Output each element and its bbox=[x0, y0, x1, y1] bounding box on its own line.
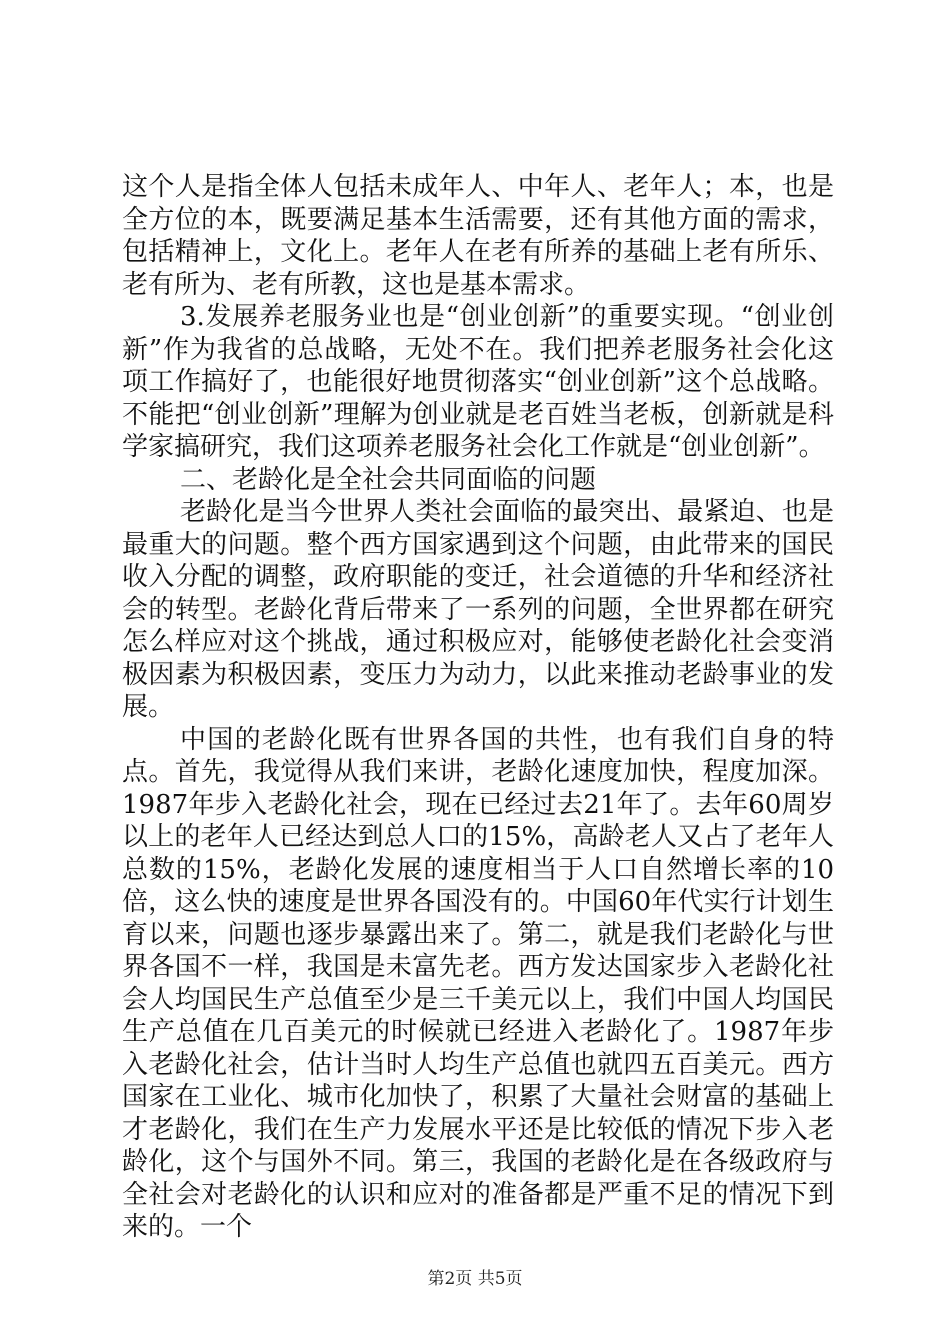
document-body bbox=[122, 171, 834, 1244]
paragraph-4: 老龄化是当今世界人类社会面临的最突出、最紧迫、也是最重大的问题。整个西方国家遇到这个问题，由此带来的国民收入分配的调整，政府职能的变迁，社会道德的升华和经济社会的转型。老龄化背后带来了一系列的问题，全世界都在研究怎么样应对这个挑战，通过积极应对，能够使老龄化社会变消极因素为积极因素，变压力为动力，以此来推动老龄事业的发展。 bbox=[122, 497, 834, 722]
section-heading: 二、老龄化是全社会共同面临的问题 bbox=[180, 464, 597, 495]
paragraph-1: 这个人是指全体人包括未成年人、中年人、老年人；本，也是全方位的本，既要满足基本生活需要，还有其他方面的需求，包括精神上，文化上。老年人在老有所养的基础上老有所乐、老有所为、老有所教，这也是基本需求。 bbox=[122, 172, 834, 300]
paragraph-2: 3.发展养老服务业也是“创业创新”的重要实现。“创业创新”作为我省的总战略，无处不在。我们把养老服务社会化这项工作搞好了，也能很好地贯彻落实“创业创新”这个总战略。不能把“创业创新”理解为创业就是老百姓当老板，创新就是科学家搞研究，我们这项养老服务社会化工作就是“创业创新”。 bbox=[122, 302, 834, 462]
page-number-footer: 第2页 共5页 bbox=[427, 1269, 523, 1289]
paragraph-5: 中国的老龄化既有世界各国的共性，也有我们自身的特点。首先，我觉得从我们来讲，老龄化速度加快，程度加深。1987年步入老龄化社会，现在已经过去21年了。去年60周岁以上的老年人已经达到总人口的15%，高龄老人又占了老年人总数的15%，老龄化发展的速度相当于人口自然增长率的10倍，这么快的速度是世界各国没有的。中国60年代实行计划生育以来，问题也逐步暴露出来了。第二，就是我们老龄化与世界各国不一样，我国是未富先老。西方发达国家步入老龄化社会人均国民生产总值至少是三千美元以上，我们中国人均国民生产总值在几百美元的时候就已经进入老龄化了。1987年步入老龄化社会，估计当时人均生产总值也就四五百美元。西方国家在工业化、城市化加快了，积累了大量社会财富的基础上才老龄化，我们在生产力发展水平还是比较低的情况下步入老龄化，这个与国外不同。第三，我国的老龄化是在各级政府与全社会对老龄化的认识和应对的准备都是严重不足的情况下到来的。一个 bbox=[122, 724, 834, 1242]
